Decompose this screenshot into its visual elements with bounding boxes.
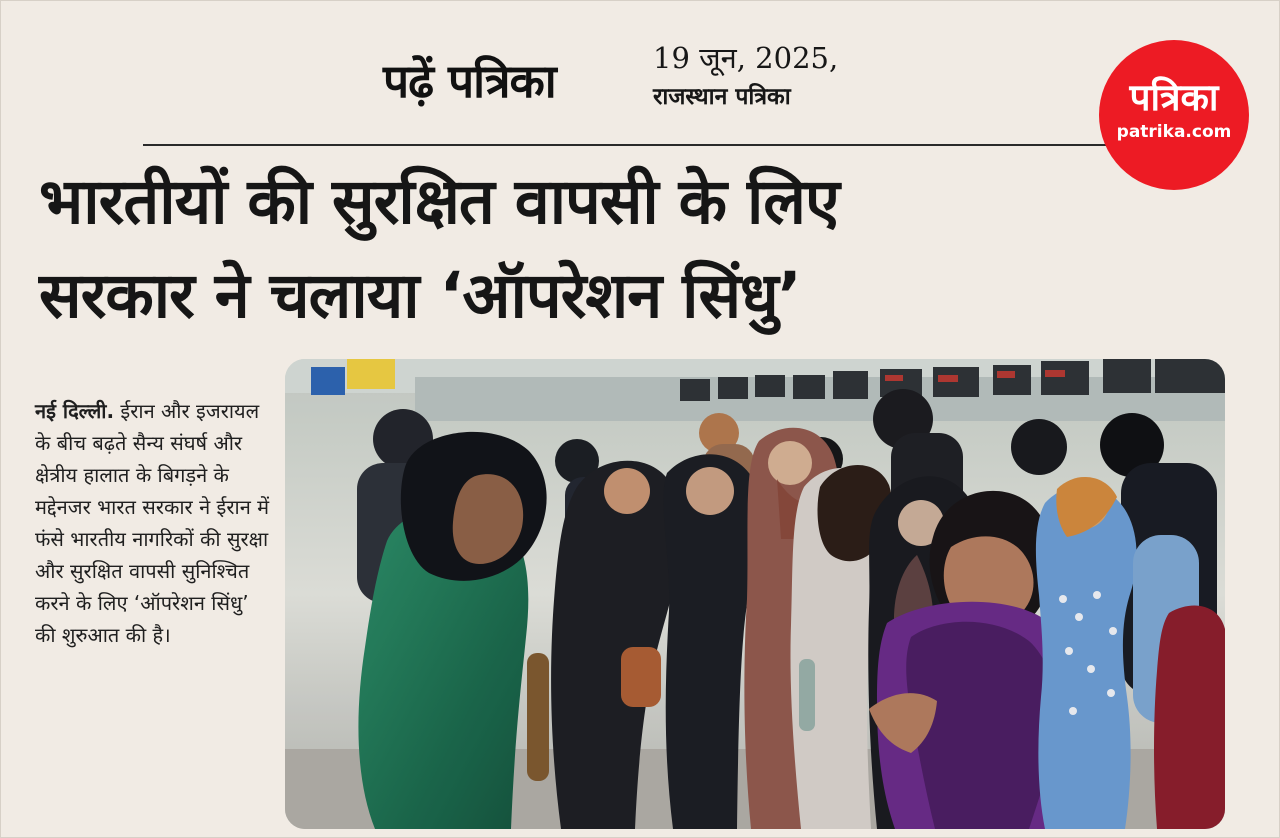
story-dateline: नई दिल्ली. [35,399,115,423]
logo-brand: पत्रिका [1129,76,1219,119]
headline-line-1: भारतीयों की सुरक्षित वापसी के लिए [39,165,839,238]
logo-domain: patrika.com [1116,122,1232,142]
headline-line-2: सरकार ने चलाया ‘ऑपरेशन सिंधु’ [39,259,801,332]
airport-group-photo [285,359,1225,829]
headline [39,155,1123,343]
story-body: ईरान और इजरायल के बीच बढ़ते सैन्य संघर्ष और क्षेत्रीय हालात के बिगड़ने के मद्देनजर भारत सरकार ने ईरान में फंसे भारतीय नागरिकों की सुरक्षा और सुरक्षित वापसी सुनिश्चित करने के लिए ‘ऑपरेशन सिंधु’ की शुरुआत की है। [35,399,270,647]
section-kicker: पढ़ें पत्रिका [383,54,556,108]
news-photo [285,359,1225,829]
photo-shade [285,359,1225,829]
story-text [35,395,271,651]
header-rule [143,144,1111,146]
newspaper-name: राजस्थान पत्रिका [653,84,791,110]
publication-date: 19 जून, 2025, [653,41,839,75]
publication-meta [653,41,838,113]
